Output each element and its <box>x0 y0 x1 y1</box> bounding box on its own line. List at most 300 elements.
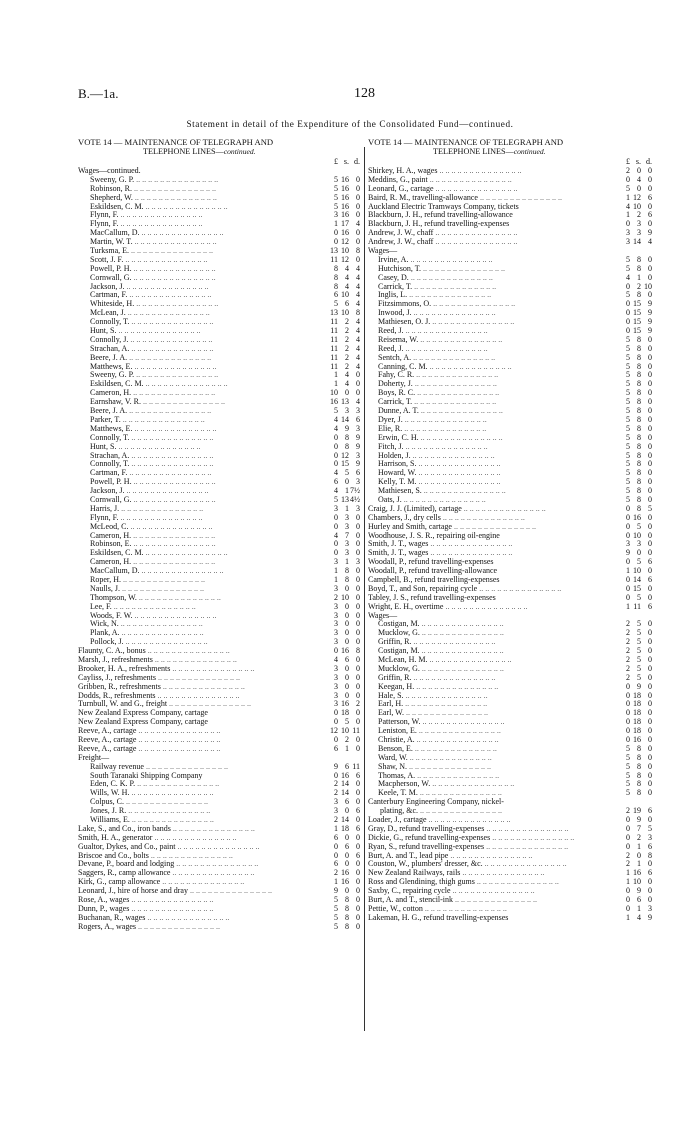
shillings-value: 3 <box>345 521 349 531</box>
entry-label: Wages— <box>368 611 398 620</box>
pence-value: 0 <box>356 521 360 531</box>
entry-label: Flaunty, C. A., bonus .. . <box>78 647 322 656</box>
shillings-value: 16 <box>341 228 349 238</box>
entry-label: Strachan, A. .. . <box>78 345 322 354</box>
shillings-value: 16 <box>341 868 349 878</box>
entry-label: Colpus, C. .. . <box>78 798 322 807</box>
entry-label: Inglis, L. .. . <box>368 291 614 300</box>
pounds-value: 0 <box>626 503 630 513</box>
pounds-value: 0 <box>334 432 338 442</box>
shillings-value: 8 <box>637 468 641 478</box>
shillings-value: 3 <box>637 228 641 238</box>
ledger-row <box>78 452 360 461</box>
pounds-value: 0 <box>334 770 338 780</box>
ledger-row <box>78 603 360 612</box>
shillings-value: 8 <box>345 921 349 931</box>
entry-label: Parker, T. .. . <box>78 416 322 425</box>
pounds-value: 0 <box>626 281 630 291</box>
pounds-value: 3 <box>334 628 338 638</box>
shillings-value: 1 <box>345 743 349 753</box>
shillings-value: 4 <box>637 912 641 922</box>
column-divider <box>364 147 365 1031</box>
entry-label: Earl, H. .. . <box>368 700 614 709</box>
ledger-row <box>78 380 360 389</box>
ledger-row <box>368 416 652 425</box>
vote-heading <box>78 137 360 167</box>
ledger-row <box>78 238 360 247</box>
pence-value: 0 <box>356 903 360 913</box>
pounds-value: 3 <box>334 557 338 567</box>
pounds-value: 2 <box>334 592 338 602</box>
entry-label: plating, &c. .. . <box>368 807 614 816</box>
pence-value: 0 <box>648 406 652 416</box>
entry-label: Mucklow, G. .. . <box>368 665 614 674</box>
ledger-row <box>78 798 360 807</box>
entry-label: Cameron, H. .. . <box>78 532 322 541</box>
ledger-row <box>368 638 652 647</box>
entry-label: Devane, P., board and lodging .. . <box>78 860 322 869</box>
shillings-value: 8 <box>345 903 349 913</box>
pounds-value: 0 <box>626 317 630 327</box>
ledger-row <box>368 567 652 576</box>
pounds-value: 0 <box>334 512 338 522</box>
entry-label: Burt, A. and T., stencil-ink .. . <box>368 896 614 905</box>
ledger-row <box>78 763 360 772</box>
pounds-value: 1 <box>334 823 338 833</box>
shillings-value: 2 <box>345 317 349 327</box>
shillings-value: 7 <box>345 530 349 540</box>
ledger-row <box>78 487 360 496</box>
entry-label: Burt, A. and T., lead pipe .. . <box>368 852 614 861</box>
pounds-value: 11 <box>330 317 338 327</box>
shillings-value: 1 <box>637 841 641 851</box>
entry-label: Thompson, W. .. . <box>78 594 322 603</box>
ledger-row <box>368 176 652 185</box>
entry-label: Flynn, F. .. . <box>78 220 322 229</box>
pounds-value: 2 <box>626 628 630 638</box>
ledger-row <box>368 878 652 887</box>
pence-value: 0 <box>648 174 652 184</box>
shillings-value: 5 <box>637 663 641 673</box>
ledger-row <box>368 469 652 478</box>
ledger-row <box>78 834 360 843</box>
entry-label: Rogers, A., wages .. . <box>78 923 322 932</box>
pence-value: 0 <box>356 815 360 825</box>
pounds-value: 4 <box>626 272 630 282</box>
pence-value: 0 <box>356 592 360 602</box>
shillings-value: 16 <box>341 174 349 184</box>
entry-label: Carrick, T. .. . <box>368 398 614 407</box>
ledger-row <box>368 256 652 265</box>
ledger-row <box>78 585 360 594</box>
entry-label: Meddins, G., paint .. . <box>368 176 614 185</box>
ledger-row <box>368 478 652 487</box>
pounds-value: 0 <box>626 895 630 905</box>
pounds-value: 0 <box>334 228 338 238</box>
pounds-value: 3 <box>334 699 338 709</box>
pence-value: 0 <box>648 815 652 825</box>
ledger-row <box>368 754 652 763</box>
pounds-value: 5 <box>334 183 338 193</box>
entry-label: Marsh, J., refreshments .. . <box>78 656 322 665</box>
pounds-value: 5 <box>334 201 338 211</box>
shillings-value: 18 <box>341 823 349 833</box>
entry-label: Harrison, S. .. . <box>368 460 614 469</box>
ledger-row <box>78 540 360 549</box>
page-number: 128 <box>354 86 375 101</box>
pence-value: 0 <box>356 859 360 869</box>
entry-label: Auckland Electric Tramways Company, tickets <box>368 202 519 211</box>
entry-label: Earl, W. .. . <box>368 709 614 718</box>
pence-value: 0 <box>356 201 360 211</box>
pence-value: 11 <box>352 726 360 736</box>
entry-label: Canterbury Engineering Company, nickel- <box>368 798 504 807</box>
pounds-value: 3 <box>334 637 338 647</box>
pence-value: 0 <box>356 619 360 629</box>
shillings-value: 6 <box>345 797 349 807</box>
shillings-value: 11 <box>633 601 641 611</box>
ledger-row <box>78 416 360 425</box>
entry-label: Carrick, T. .. . <box>368 283 614 292</box>
ledger-row <box>78 700 360 709</box>
currency-header <box>614 156 652 167</box>
shillings-value: 8 <box>637 254 641 264</box>
pence-value: 0 <box>356 895 360 905</box>
shillings-value: 2 <box>637 832 641 842</box>
ledger-row <box>368 425 652 434</box>
pence-value: 6 <box>648 210 652 220</box>
shillings-value: 8 <box>637 343 641 353</box>
pence-value: 9 <box>648 912 652 922</box>
shillings-value: 14 <box>633 574 641 584</box>
shillings-value: 0 <box>345 886 349 896</box>
pounds-value: 5 <box>334 406 338 416</box>
entry-label: Smith, J. T., wages .. . <box>368 540 614 549</box>
pounds-value: 5 <box>626 343 630 353</box>
pounds-value: 3 <box>334 619 338 629</box>
pounds-value: 0 <box>626 886 630 896</box>
shillings-value: 8 <box>637 752 641 762</box>
entry-label: Sweeny, G. P. .. . <box>78 371 322 380</box>
pounds-value: 2 <box>334 779 338 789</box>
entry-label: Costigan, M. .. . <box>368 647 614 656</box>
pence-value: 0 <box>648 272 652 282</box>
pounds-value: 5 <box>626 477 630 487</box>
entry-label: Robinson, E. .. . <box>78 540 322 549</box>
entry-label: Campbell, B., refund travelling-expenses <box>368 575 500 584</box>
shillings-value: 4 <box>345 263 349 273</box>
shillings-value: 3 <box>345 406 349 416</box>
ledger-row <box>368 283 652 292</box>
pounds-value: 5 <box>626 788 630 798</box>
ledger-row <box>368 185 652 194</box>
pence-value: 0 <box>356 672 360 682</box>
pence-value: 3 <box>356 557 360 567</box>
ledger-row <box>368 238 652 247</box>
shillings-value: 8 <box>637 406 641 416</box>
entry-label: Inwood, J. .. . <box>368 309 614 318</box>
pounds-value: 0 <box>626 583 630 593</box>
pounds-value: 5 <box>626 770 630 780</box>
ledger-row <box>78 407 360 416</box>
pounds-value: 5 <box>626 494 630 504</box>
pence-value: 0 <box>648 334 652 344</box>
pence-value: 0 <box>648 672 652 682</box>
pounds-value: 0 <box>626 530 630 540</box>
entry-label: New Zealand Express Company, cartage <box>78 718 208 727</box>
pence-value: 0 <box>648 877 652 887</box>
pounds-value: 0 <box>626 815 630 825</box>
entry-label: Woodall, P., refund travelling-allowance <box>368 567 498 576</box>
ledger-row <box>368 852 652 861</box>
entry-label: Erwin, C. H. .. . <box>368 434 614 443</box>
entry-label: McLean, H. M. .. . <box>368 656 614 665</box>
shillings-value: 12 <box>633 192 641 202</box>
shillings-value: 8 <box>637 459 641 469</box>
pence-value: 0 <box>356 832 360 842</box>
pence-value: 0 <box>648 699 652 709</box>
pence-value: 4 <box>356 317 360 327</box>
pounds-value: 5 <box>626 423 630 433</box>
ledger-row <box>368 816 652 825</box>
pence-value: 0 <box>648 895 652 905</box>
pounds-value: 5 <box>626 441 630 451</box>
ledger-row <box>368 789 652 798</box>
pounds-value: 5 <box>334 299 338 309</box>
ledger-row <box>78 620 360 629</box>
pounds-value: 0 <box>334 450 338 460</box>
pounds-value: 3 <box>334 210 338 220</box>
entry-label: Dunne, A. T. .. . <box>368 407 614 416</box>
entry-label: Thomas, A. .. . <box>368 772 614 781</box>
entry-label: Wright, E. H., overtime .. . <box>368 603 614 612</box>
pence-value: 3 <box>356 450 360 460</box>
pence-value: 0 <box>648 779 652 789</box>
entry-label: Sweeny, G. P. .. . <box>78 176 322 185</box>
entry-label: Matthews, E. .. . <box>78 425 322 434</box>
ledger-row <box>78 247 360 256</box>
pence-value: 0 <box>648 254 652 264</box>
pounds-value: 1 <box>626 566 630 576</box>
pounds-value: 11 <box>330 326 338 336</box>
pence-value: 3 <box>648 903 652 913</box>
ledger-row <box>368 523 652 532</box>
pounds-value: 0 <box>626 592 630 602</box>
pence-value: 0 <box>648 726 652 736</box>
pence-value: 0 <box>648 486 652 496</box>
entry-label: Reeve, A., cartage .. . <box>78 727 322 736</box>
ledger-row <box>368 194 652 203</box>
vote-heading <box>368 137 652 167</box>
shillings-value: 12 <box>341 237 349 247</box>
entry-label: Elie, R. .. . <box>368 425 614 434</box>
shillings-value: 1 <box>637 859 641 869</box>
shillings-value: 0 <box>345 672 349 682</box>
shillings-value: 5 <box>637 672 641 682</box>
shillings-value: 3 <box>637 539 641 549</box>
ledger-row <box>368 220 652 229</box>
pence-value: 2 <box>356 699 360 709</box>
pence-value: 6 <box>648 574 652 584</box>
shillings-value: 3 <box>345 539 349 549</box>
pence-value: 6 <box>356 468 360 478</box>
pence-value: 0 <box>648 663 652 673</box>
pence-value: 9 <box>648 228 652 238</box>
entry-label: Blackburn, J. H., refund travelling-expenses <box>368 220 510 229</box>
shillings-value: 5 <box>637 628 641 638</box>
pence-value: 0 <box>648 477 652 487</box>
page-reference: B.—1a. <box>78 86 119 101</box>
pounds-value: 1 <box>626 877 630 887</box>
pounds-value: 1 <box>626 868 630 878</box>
pence-value: 0 <box>356 681 360 691</box>
ledger-row <box>78 265 360 274</box>
entry-label: Mucklow, G. .. . <box>368 629 614 638</box>
ledger-row <box>368 354 652 363</box>
shillings-value: 0 <box>345 681 349 691</box>
pounds-value: 8 <box>334 281 338 291</box>
entry-label: New Zealand Railways, rails .. . <box>368 869 614 878</box>
entry-label: Sentch, A. .. . <box>368 354 614 363</box>
shillings-value: 8 <box>637 432 641 442</box>
pence-value: 8 <box>648 850 652 860</box>
pence-value: 0 <box>648 735 652 744</box>
entry-label: Dickie, G., refund travelling-expenses .. . <box>368 834 614 843</box>
pounds-value: 0 <box>334 441 338 451</box>
pounds-value: 5 <box>626 388 630 398</box>
pence-value: 4 <box>356 397 360 407</box>
ledger-row <box>78 185 360 194</box>
ledger-row <box>78 638 360 647</box>
ledger-row <box>78 460 360 469</box>
shillings-value: 16 <box>633 735 641 744</box>
entry-label: New Zealand Express Company, cartage <box>78 709 208 718</box>
entry-label: Hunt, S. .. . <box>78 327 322 336</box>
pence-value: 3 <box>356 503 360 513</box>
ledger-row <box>368 905 652 914</box>
shillings-value: 8 <box>637 743 641 753</box>
ledger-row <box>78 327 360 336</box>
entry-label: Mathiesen, S. .. . <box>368 487 614 496</box>
pounds-value: 0 <box>334 708 338 718</box>
ledger-row <box>368 763 652 772</box>
shillings-value: 1 <box>345 557 349 567</box>
pence-value: 3 <box>356 406 360 416</box>
entry-label: Jackson, J. .. . <box>78 487 322 496</box>
ledger-row <box>368 487 652 496</box>
shillings-value: 8 <box>637 494 641 504</box>
entry-label: Powell, P. H. .. . <box>78 478 322 487</box>
shillings-value: 0 <box>637 548 641 558</box>
pounds-value: 1 <box>626 601 630 611</box>
entry-label: MacCallum, D. .. . <box>78 229 322 238</box>
shillings-value: 6 <box>345 841 349 851</box>
entry-label: Pettie, W., cotton .. . <box>368 905 614 914</box>
shillings-value: 2 <box>345 735 349 744</box>
shillings-value: 10 <box>633 530 641 540</box>
pence-value: 0 <box>356 548 360 558</box>
pounds-value: 11 <box>330 343 338 353</box>
pence-value: 0 <box>356 921 360 931</box>
pounds-value: 11 <box>330 361 338 371</box>
pounds-value: 3 <box>334 690 338 700</box>
pence-value: 0 <box>648 290 652 300</box>
entry-label: Fahy, C. R. .. . <box>368 371 614 380</box>
entry-label: Chambers, J., dry cells .. . <box>368 514 614 523</box>
pence-value: 0 <box>356 877 360 887</box>
pence-value: 0 <box>356 637 360 647</box>
pence-value: 4 <box>356 281 360 291</box>
pounds-value: 1 <box>334 566 338 576</box>
pounds-value: 0 <box>626 557 630 567</box>
entry-label: Benson, E. .. . <box>368 745 614 754</box>
pence-value: 4 <box>356 361 360 371</box>
ledger-row <box>78 745 360 754</box>
shillings-value: 0 <box>345 477 349 487</box>
vote-heading-line2: TELEPHONE LINES— <box>143 147 224 156</box>
pence-value: 0 <box>648 654 652 664</box>
entry-label: Ross and Glendining, thigh gums .. . <box>368 878 614 887</box>
pounds-value: 6 <box>334 832 338 842</box>
entry-label: Hutchison, T. .. . <box>368 265 614 274</box>
pounds-value: 0 <box>334 646 338 656</box>
shillings-value: 8 <box>637 779 641 789</box>
pence-value: 0 <box>356 183 360 193</box>
shillings-value: 15 <box>633 308 641 318</box>
entry-label: Strachan, A. .. . <box>78 452 322 461</box>
shillings-value: 0 <box>345 610 349 620</box>
pounds-value: 0 <box>626 299 630 309</box>
pounds-value: 1 <box>626 912 630 922</box>
ledger-row <box>78 869 360 878</box>
pence-value: 0 <box>648 548 652 558</box>
ledger-row <box>368 505 652 514</box>
ledger-row <box>78 220 360 229</box>
pence-value: 0 <box>648 423 652 433</box>
shillings-value: 16 <box>341 646 349 656</box>
pence-value: 0 <box>356 237 360 247</box>
ledger-row <box>368 380 652 389</box>
shillings-value: 8 <box>637 414 641 424</box>
shillings-value: 3 <box>637 219 641 229</box>
pence-value: 0 <box>356 788 360 798</box>
shillings-value: 2 <box>345 343 349 353</box>
pence-value: 0 <box>356 174 360 184</box>
pounds-value: 8 <box>334 272 338 282</box>
entry-label: Boys, R. C. .. . <box>368 389 614 398</box>
pounds-value: 3 <box>334 806 338 816</box>
pounds-value: 4 <box>626 201 630 211</box>
entry-label: Griffin, R. .. . <box>368 674 614 683</box>
shillings-value: 6 <box>345 654 349 664</box>
pence-value: 9 <box>356 441 360 451</box>
pounds-value: 5 <box>626 468 630 478</box>
ledger-row <box>368 683 652 692</box>
ledger-row <box>78 789 360 798</box>
pounds-value: 9 <box>334 761 338 771</box>
ledger-row <box>368 665 652 674</box>
pence-value: 0 <box>648 539 652 549</box>
ledger-row <box>368 336 652 345</box>
entry-label: Boyd, T., and Son, repairing cycle .. . <box>368 585 614 594</box>
shillings-value: 5 <box>345 717 349 727</box>
pence-value: 6 <box>648 601 652 611</box>
shillings-value: 5 <box>637 646 641 656</box>
shillings-value: 15 <box>633 299 641 309</box>
ledger-row <box>78 194 360 203</box>
shillings-value: 9 <box>345 423 349 433</box>
shillings-value: 12 <box>341 450 349 460</box>
